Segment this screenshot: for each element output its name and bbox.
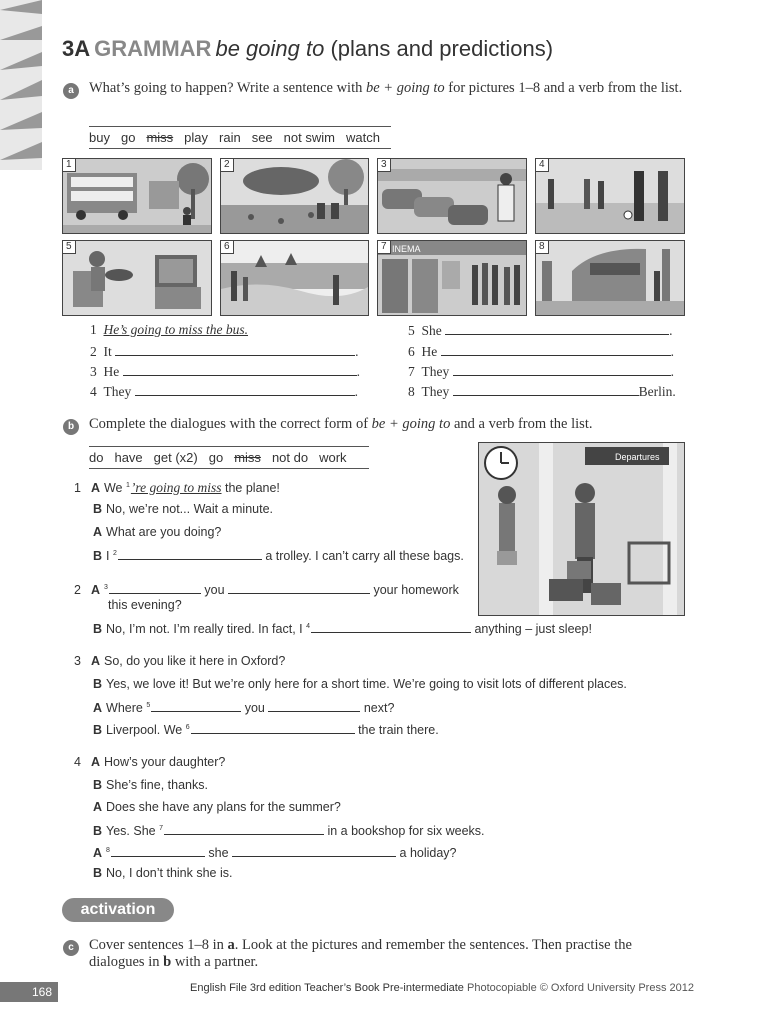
picture-number: 7: [378, 241, 391, 254]
guitar-tv-illustration: [63, 241, 211, 315]
answer-blank[interactable]: [109, 581, 201, 594]
dialogue-4-line-5: A $^8$ she a holiday?: [93, 846, 457, 860]
answer-blank[interactable]: [115, 343, 355, 356]
sentence-4: 4 They .: [90, 384, 358, 399]
picture-2: [220, 158, 369, 234]
title-sub: (plans and predictions): [330, 36, 554, 61]
word-list-b: [89, 446, 369, 469]
answer-blank[interactable]: [135, 383, 355, 396]
answer-blank[interactable]: [118, 547, 262, 560]
word: go: [120, 130, 136, 145]
picture-number: 3: [378, 159, 391, 172]
activation-heading: activation: [62, 898, 174, 922]
answer-blank[interactable]: [268, 699, 360, 712]
dialogue-1-line-2: B No, we’re not... Wait a minute.: [93, 502, 273, 516]
sentence-1: 1 He’s going to miss the bus.: [90, 322, 249, 337]
sentence-8: 8 They Berlin.: [408, 384, 676, 399]
dialogue-3-line-3: A Where $^5$ you next?: [93, 701, 395, 715]
picture-number: 5: [63, 241, 76, 254]
word: work: [319, 450, 347, 465]
picture-number: 8: [536, 241, 549, 254]
exercise-c-badge: c: [63, 940, 79, 956]
dialogue-2-line-1b: this evening?: [108, 598, 182, 612]
example-answer: He’s going to miss the bus.: [103, 322, 249, 337]
picture-3: [377, 158, 527, 234]
answer-blank[interactable]: [228, 581, 370, 594]
dialogue-4-line-6: B No, I don’t think she is.: [93, 866, 233, 880]
svg-text:INEMA: INEMA: [392, 244, 421, 254]
picture-7: [377, 240, 527, 316]
word: have: [114, 450, 143, 465]
answer-blank[interactable]: [453, 383, 639, 396]
dialogue-3-line-4: B Liverpool. We $^6$ the train there.: [93, 723, 439, 737]
cars-illustration: [378, 159, 526, 233]
word: not do: [271, 450, 309, 465]
footer-credit: English File 3rd edition Teacher’s Book Pre-intermediate Photocopiable © Oxford University Press 2012: [190, 982, 694, 994]
title-topic: be going to: [215, 36, 325, 61]
word-struck: miss: [146, 130, 174, 145]
airport-illustration: [478, 442, 685, 616]
example-answer: ’re going to miss: [130, 480, 222, 495]
dialogue-1-line-3: A What are you doing?: [93, 525, 222, 539]
dialogue-4-line-4: B Yes. She $^7$ in a bookshop for six weeks.: [93, 824, 485, 838]
word: play: [184, 130, 209, 145]
dialogue-2-line-1: 2 A $^3$ you your homework: [74, 583, 459, 597]
word: buy: [89, 130, 110, 145]
rain-cloud-illustration: [221, 159, 368, 233]
word: go: [208, 450, 224, 465]
picture-5: [62, 240, 212, 316]
sentence-6: 6 He .: [408, 344, 674, 359]
bus-illustration: [63, 159, 211, 233]
title-section: GRAMMAR: [94, 36, 212, 61]
word-list-a: [89, 126, 391, 149]
answer-blank[interactable]: [151, 699, 241, 712]
picture-4: [535, 158, 685, 234]
dialogue-3-line-1: 3 A So, do you like it here in Oxford?: [74, 654, 286, 668]
page-title: [62, 36, 553, 62]
word: not swim: [283, 130, 335, 145]
exercise-b-instructions: Complete the dialogues with the correct form of be + going to and a verb from the list.: [89, 416, 593, 432]
picture-number: 2: [221, 159, 234, 172]
dialogue-4-line-2: B She’s fine, thanks.: [93, 778, 208, 792]
answer-blank[interactable]: [232, 844, 396, 857]
exercise-b-badge: b: [63, 419, 79, 435]
sentence-5: 5 She .: [408, 323, 673, 338]
departures-sign: Departures: [615, 452, 660, 462]
dialogue-2-line-2: B No, I’m not. I’m really tired. In fact, I $^4$ anything – just sleep!: [93, 622, 592, 636]
word-struck: miss: [234, 450, 261, 465]
picture-6: [220, 240, 369, 316]
word: do: [89, 450, 104, 465]
exercise-a-instructions: What’s going to happen? Write a sentence with be + going to for pictures 1–8 and a verb from the list.: [89, 80, 683, 96]
picture-number: 6: [221, 241, 234, 254]
answer-blank[interactable]: [441, 343, 671, 356]
dialogue-1-line-4: B I $^2$ a trolley. I can’t carry all these bags.: [93, 549, 464, 563]
dialogue-1-line-1: 1 A We $^1$’re going to miss the plane!: [74, 480, 280, 495]
sentence-7: 7 They .: [408, 364, 674, 379]
football-illustration: [536, 159, 684, 233]
answer-blank[interactable]: [111, 844, 205, 857]
answer-blank[interactable]: [311, 620, 471, 633]
picture-8: [535, 240, 685, 316]
dialogue-4-line-3: A Does she have any plans for the summer?: [93, 800, 341, 814]
cinema-illustration: [378, 241, 526, 315]
exercise-a-badge: a: [63, 83, 79, 99]
word: rain: [219, 130, 241, 145]
exercise-c-instructions: Cover sentences 1–8 in a. Look at the pictures and remember the sentences. Then practise the dialogues in b with a partner.: [89, 937, 632, 970]
answer-blank[interactable]: [445, 322, 669, 335]
answer-blank[interactable]: [123, 363, 357, 376]
answer-blank[interactable]: [191, 721, 355, 734]
picture-number: 4: [536, 159, 549, 172]
sentence-3: 3 He .: [90, 364, 360, 379]
dialogue-4-line-1: 4 A How’s your daughter?: [74, 755, 226, 769]
word: see: [251, 130, 273, 145]
dialogue-3-line-2: B Yes, we love it! But we’re only here for a short time. We’re going to visit lots of different places.: [93, 677, 627, 691]
beach-illustration: [221, 241, 368, 315]
word: watch: [345, 130, 380, 145]
answer-blank[interactable]: [164, 822, 324, 835]
sentence-2: 2 It .: [90, 344, 359, 359]
word: get (x2): [153, 450, 198, 465]
sunburst-decoration: [0, 0, 42, 170]
page-number: 168: [0, 982, 58, 1002]
answer-blank[interactable]: [453, 363, 671, 376]
picture-1: [62, 158, 212, 234]
picture-number: 1: [63, 159, 76, 172]
train-illustration: [536, 241, 684, 315]
title-code: 3A: [62, 36, 91, 61]
